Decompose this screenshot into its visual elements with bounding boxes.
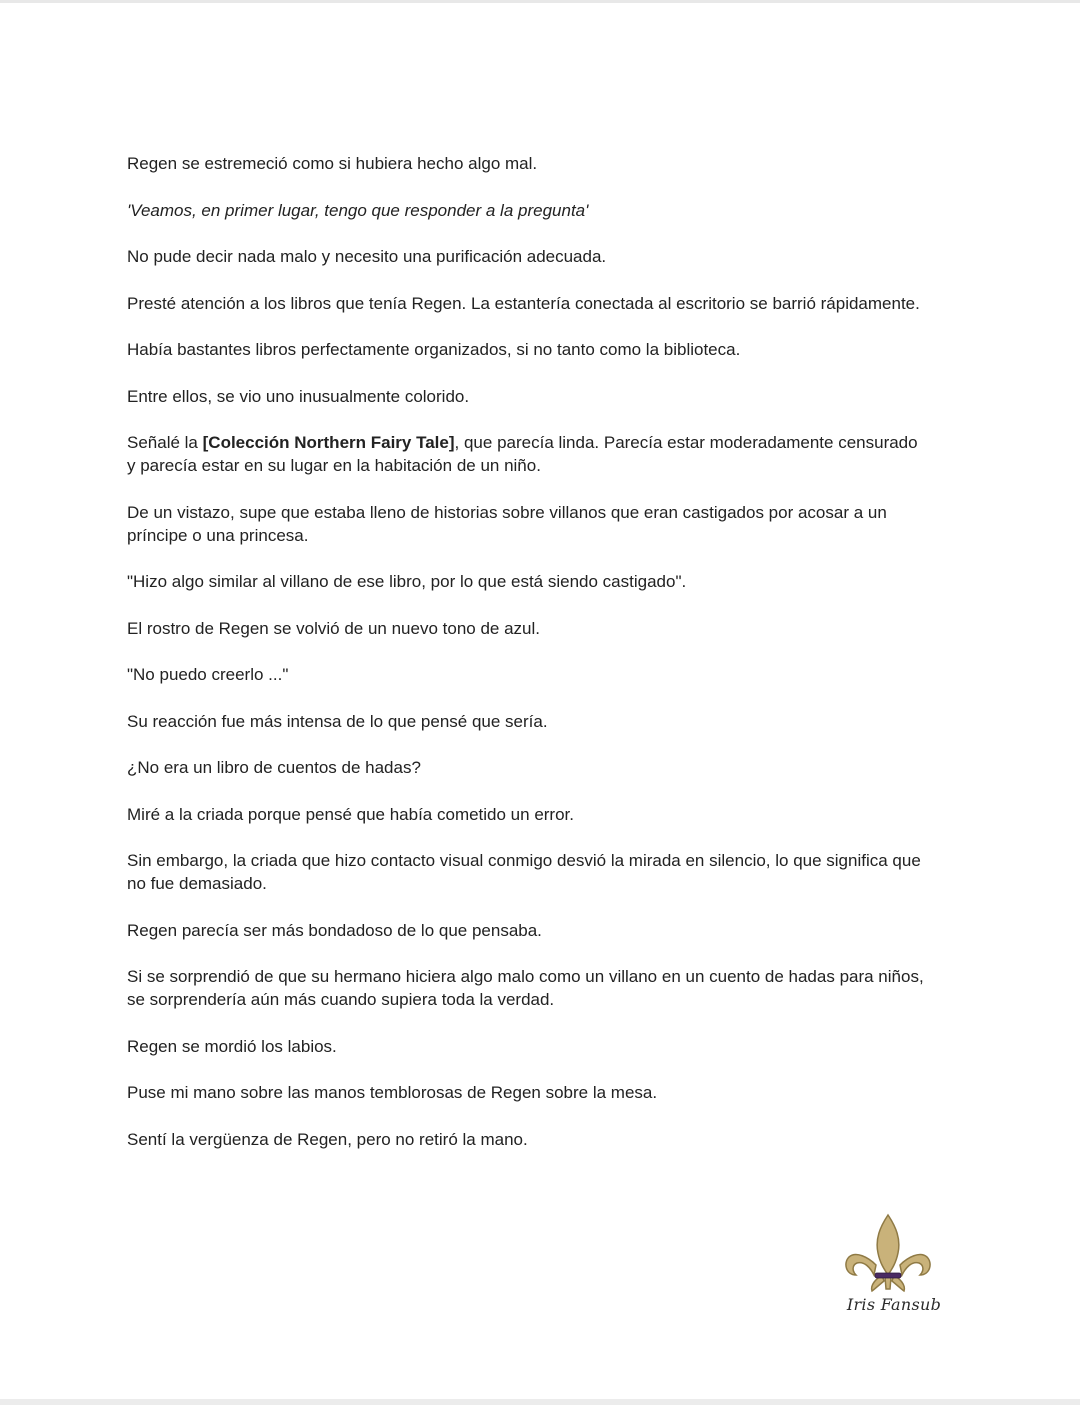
paragraph-text: , que parecía linda. Parecía estar moderadamente censurado y parecía estar en su lugar en la habitación de un niño. — [127, 433, 918, 475]
paragraph: Puse mi mano sobre las manos temblorosas de Regen sobre la mesa. — [127, 1083, 658, 1102]
paragraph: Regen parecía ser más bondadoso de lo que pensaba. — [127, 920, 542, 940]
paragraph: Había bastantes libros perfectamente organizados, si no tanto como la biblioteca. — [127, 340, 741, 359]
paragraph: "No puedo creerlo ..." — [127, 665, 289, 684]
paragraph: Regen se estremeció como si hubiera hecho algo mal. — [127, 154, 538, 173]
fleur-de-lis-icon — [842, 1213, 938, 1297]
paragraph: 'Veamos, en primer lugar, tengo que responder a la pregunta' — [127, 200, 589, 220]
paragraph: Presté atención a los libros que tenía Regen. La estantería conectada al escritorio se barrió rápidamente. — [127, 293, 920, 313]
paragraph — [127, 431, 927, 477]
paragraph-text: Señalé la — [127, 433, 203, 452]
paragraph: Su reacción fue más intensa de lo que pensé que sería. — [127, 711, 548, 731]
paragraph: Si se sorprendió de que su hermano hiciera algo malo como un villano en un cuento de hadas para niños, se sorprendería aún más cuando supiera toda la verdad. — [127, 967, 924, 1009]
paragraph: ¿No era un libro de cuentos de hadas? — [127, 758, 421, 777]
document-body — [127, 152, 927, 1174]
paragraph: Sentí la vergüenza de Regen, pero no retiró la mano. — [127, 1129, 528, 1149]
paragraph: El rostro de Regen se volvió de un nuevo tono de azul. — [127, 618, 540, 638]
paragraph: Sin embargo, la criada que hizo contacto visual conmigo desvió la mirada en silencio, lo que significa que no fue demasiado. — [127, 851, 921, 893]
book-title: [Colección Northern Fairy Tale] — [202, 433, 455, 452]
paragraph: Regen se mordió los labios. — [127, 1036, 337, 1056]
paragraph: No pude decir nada malo y necesito una purificación adecuada. — [127, 247, 607, 266]
paragraph: Miré a la criada porque pensé que había cometido un error. — [127, 804, 574, 824]
paragraph: Entre ellos, se vio uno inusualmente colorido. — [127, 386, 470, 406]
paragraph: "Hizo algo similar al villano de ese libro, por lo que está siendo castigado". — [127, 572, 687, 591]
watermark-label: Iris Fansub — [846, 1295, 942, 1314]
paragraph: De un vistazo, supe que estaba lleno de historias sobre villanos que eran castigados por acosar a un príncipe o una princesa. — [127, 502, 887, 545]
